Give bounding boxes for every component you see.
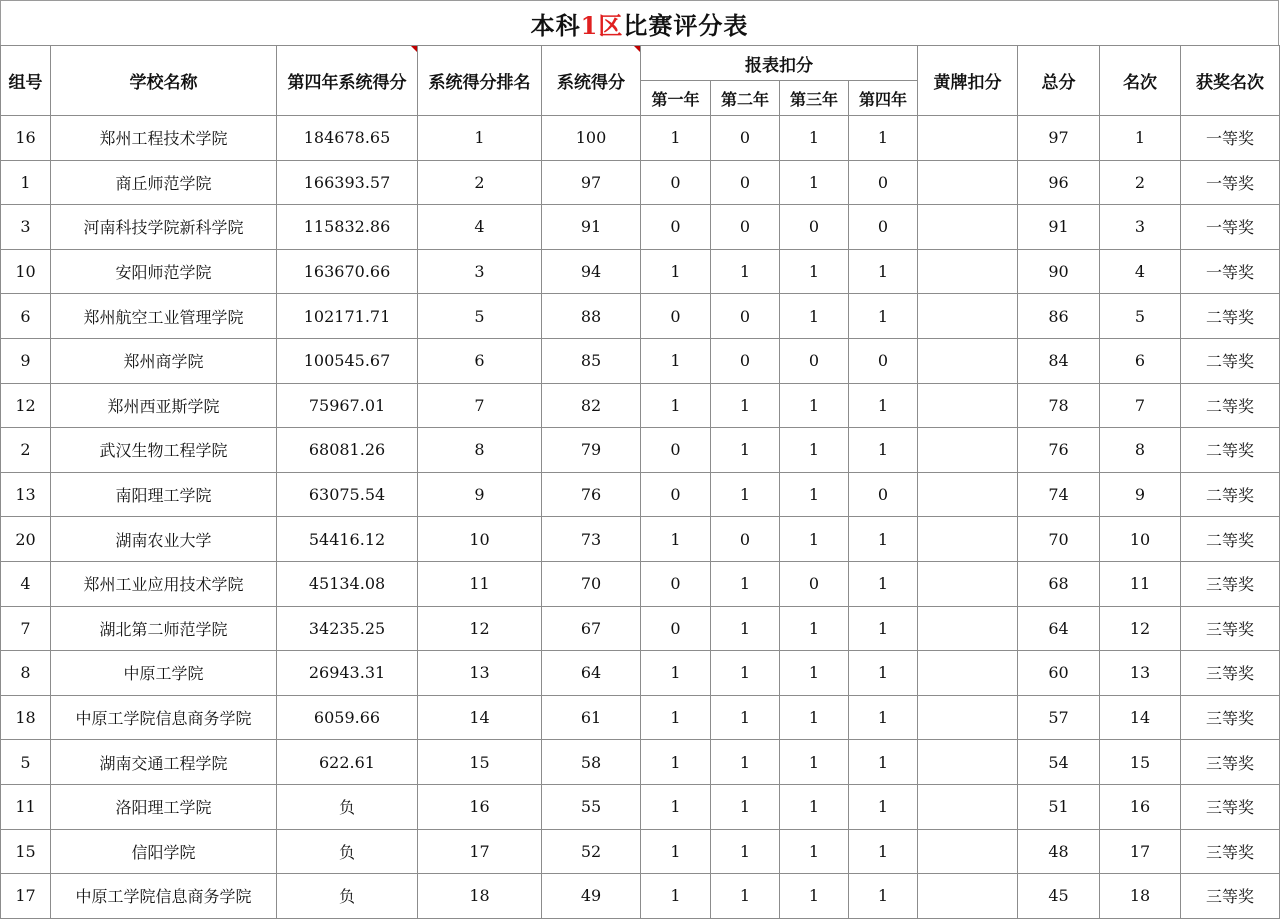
cell-deduction-year2[interactable]: 0 (711, 338, 780, 383)
cell-school[interactable]: 信阳学院 (51, 829, 277, 874)
cell-place[interactable]: 2 (1100, 160, 1181, 205)
cell-group[interactable]: 15 (1, 829, 51, 874)
cell-school[interactable]: 郑州工程技术学院 (51, 116, 277, 161)
cell-deduction-year2[interactable]: 0 (711, 517, 780, 562)
cell-school[interactable]: 河南科技学院新科学院 (51, 205, 277, 250)
cell-group[interactable]: 7 (1, 606, 51, 651)
cell-deduction-year3[interactable]: 1 (780, 651, 849, 696)
cell-deduction-year2[interactable]: 1 (711, 383, 780, 428)
cell-deduction-year1[interactable]: 1 (641, 874, 711, 919)
cell-deduction-year1[interactable]: 0 (641, 561, 711, 606)
cell-yellow-card[interactable] (918, 561, 1018, 606)
cell-school[interactable]: 洛阳理工学院 (51, 784, 277, 829)
cell-total[interactable]: 91 (1018, 205, 1100, 250)
score-table (0, 45, 1280, 919)
table-row (1, 606, 1280, 651)
cell-total[interactable]: 78 (1018, 383, 1100, 428)
cell-total[interactable]: 45 (1018, 874, 1100, 919)
cell-year4-score[interactable]: 100545.67 (277, 338, 418, 383)
cell-deduction-year4[interactable]: 1 (849, 651, 918, 696)
cell-group[interactable]: 11 (1, 784, 51, 829)
header-report-deduction: 报表扣分 (641, 46, 918, 81)
cell-deduction-year1[interactable]: 0 (641, 205, 711, 250)
cell-group[interactable]: 6 (1, 294, 51, 339)
cell-total[interactable]: 64 (1018, 606, 1100, 651)
cell-yellow-card[interactable] (918, 829, 1018, 874)
cell-school[interactable]: 安阳师范学院 (51, 249, 277, 294)
cell-year4-score[interactable]: 75967.01 (277, 383, 418, 428)
cell-yellow-card[interactable] (918, 249, 1018, 294)
cell-award[interactable]: 三等奖 (1181, 784, 1280, 829)
cell-deduction-year1[interactable]: 1 (641, 695, 711, 740)
cell-deduction-year2[interactable]: 1 (711, 784, 780, 829)
header-place: 名次 (1100, 46, 1181, 116)
cell-deduction-year3[interactable]: 1 (780, 294, 849, 339)
header-school: 学校名称 (51, 46, 277, 116)
cell-rank[interactable]: 16 (418, 784, 542, 829)
cell-total[interactable]: 68 (1018, 561, 1100, 606)
cell-deduction-year3[interactable]: 1 (780, 383, 849, 428)
cell-rank[interactable]: 8 (418, 428, 542, 473)
cell-total[interactable]: 70 (1018, 517, 1100, 562)
cell-group[interactable]: 10 (1, 249, 51, 294)
header-year1: 第一年 (641, 81, 711, 116)
cell-deduction-year4[interactable]: 1 (849, 695, 918, 740)
cell-rank[interactable]: 5 (418, 294, 542, 339)
cell-rank[interactable]: 15 (418, 740, 542, 785)
table-row (1, 383, 1280, 428)
cell-rank[interactable]: 12 (418, 606, 542, 651)
cell-deduction-year4[interactable]: 0 (849, 472, 918, 517)
cell-rank[interactable]: 11 (418, 561, 542, 606)
cell-deduction-year4[interactable]: 1 (849, 428, 918, 473)
cell-group[interactable]: 5 (1, 740, 51, 785)
cell-deduction-year1[interactable]: 0 (641, 606, 711, 651)
cell-school[interactable]: 郑州西亚斯学院 (51, 383, 277, 428)
cell-deduction-year1[interactable]: 0 (641, 428, 711, 473)
cell-award[interactable]: 三等奖 (1181, 874, 1280, 919)
cell-year4-score[interactable]: 45134.08 (277, 561, 418, 606)
cell-award[interactable]: 二等奖 (1181, 294, 1280, 339)
cell-deduction-year3[interactable]: 0 (780, 338, 849, 383)
cell-rank[interactable]: 18 (418, 874, 542, 919)
cell-yellow-card[interactable] (918, 695, 1018, 740)
cell-yellow-card[interactable] (918, 205, 1018, 250)
cell-yellow-card[interactable] (918, 874, 1018, 919)
cell-total[interactable]: 96 (1018, 160, 1100, 205)
cell-rank[interactable]: 4 (418, 205, 542, 250)
cell-deduction-year2[interactable]: 1 (711, 874, 780, 919)
cell-deduction-year3[interactable]: 1 (780, 116, 849, 161)
cell-place[interactable]: 14 (1100, 695, 1181, 740)
cell-system-score[interactable]: 49 (542, 874, 641, 919)
cell-award[interactable]: 二等奖 (1181, 428, 1280, 473)
cell-total[interactable]: 54 (1018, 740, 1100, 785)
cell-yellow-card[interactable] (918, 294, 1018, 339)
cell-total[interactable]: 74 (1018, 472, 1100, 517)
cell-group[interactable]: 1 (1, 160, 51, 205)
cell-place[interactable]: 3 (1100, 205, 1181, 250)
cell-system-score[interactable]: 100 (542, 116, 641, 161)
header-year4-score: 第四年系统得分 (277, 46, 418, 116)
cell-rank[interactable]: 14 (418, 695, 542, 740)
cell-year4-score[interactable]: 26943.31 (277, 651, 418, 696)
cell-deduction-year3[interactable]: 1 (780, 606, 849, 651)
cell-deduction-year2[interactable]: 1 (711, 695, 780, 740)
cell-rank[interactable]: 1 (418, 116, 542, 161)
cell-system-score[interactable]: 64 (542, 651, 641, 696)
cell-system-score[interactable]: 97 (542, 160, 641, 205)
cell-school[interactable]: 商丘师范学院 (51, 160, 277, 205)
cell-school[interactable]: 湖北第二师范学院 (51, 606, 277, 651)
cell-yellow-card[interactable] (918, 740, 1018, 785)
cell-year4-score[interactable]: 负 (277, 784, 418, 829)
cell-group[interactable]: 17 (1, 874, 51, 919)
header-year3: 第三年 (780, 81, 849, 116)
cell-year4-score[interactable]: 负 (277, 829, 418, 874)
cell-deduction-year3[interactable]: 0 (780, 205, 849, 250)
cell-place[interactable]: 11 (1100, 561, 1181, 606)
cell-system-score[interactable]: 79 (542, 428, 641, 473)
title-part1: 本科 (530, 10, 581, 40)
cell-award[interactable]: 三等奖 (1181, 740, 1280, 785)
cell-deduction-year2[interactable]: 1 (711, 829, 780, 874)
cell-total[interactable]: 60 (1018, 651, 1100, 696)
cell-yellow-card[interactable] (918, 784, 1018, 829)
table-row (1, 338, 1280, 383)
cell-deduction-year4[interactable]: 1 (849, 784, 918, 829)
cell-year4-score[interactable]: 54416.12 (277, 517, 418, 562)
cell-group[interactable]: 12 (1, 383, 51, 428)
cell-deduction-year2[interactable]: 0 (711, 160, 780, 205)
cell-total[interactable]: 57 (1018, 695, 1100, 740)
cell-award[interactable]: 一等奖 (1181, 249, 1280, 294)
cell-system-score[interactable]: 61 (542, 695, 641, 740)
cell-deduction-year3[interactable]: 1 (780, 517, 849, 562)
cell-year4-score[interactable]: 622.61 (277, 740, 418, 785)
cell-deduction-year2[interactable]: 0 (711, 294, 780, 339)
cell-deduction-year1[interactable]: 0 (641, 472, 711, 517)
cell-year4-score[interactable]: 102171.71 (277, 294, 418, 339)
cell-school[interactable]: 湖南农业大学 (51, 517, 277, 562)
sheet-title (0, 0, 1279, 45)
cell-school[interactable]: 武汉生物工程学院 (51, 428, 277, 473)
cell-system-score[interactable]: 88 (542, 294, 641, 339)
cell-rank[interactable]: 2 (418, 160, 542, 205)
cell-year4-score[interactable]: 68081.26 (277, 428, 418, 473)
cell-year4-score[interactable]: 63075.54 (277, 472, 418, 517)
cell-place[interactable]: 18 (1100, 874, 1181, 919)
cell-system-score[interactable]: 73 (542, 517, 641, 562)
cell-deduction-year4[interactable]: 1 (849, 383, 918, 428)
cell-rank[interactable]: 17 (418, 829, 542, 874)
cell-deduction-year3[interactable]: 0 (780, 561, 849, 606)
cell-school[interactable]: 南阳理工学院 (51, 472, 277, 517)
cell-deduction-year2[interactable]: 1 (711, 472, 780, 517)
cell-school[interactable]: 中原工学院信息商务学院 (51, 695, 277, 740)
cell-system-score[interactable]: 52 (542, 829, 641, 874)
cell-group[interactable]: 4 (1, 561, 51, 606)
cell-school[interactable]: 湖南交通工程学院 (51, 740, 277, 785)
cell-deduction-year1[interactable]: 1 (641, 784, 711, 829)
cell-place[interactable]: 6 (1100, 338, 1181, 383)
cell-rank[interactable]: 7 (418, 383, 542, 428)
cell-award[interactable]: 三等奖 (1181, 561, 1280, 606)
cell-yellow-card[interactable] (918, 606, 1018, 651)
cell-total[interactable]: 97 (1018, 116, 1100, 161)
cell-school[interactable]: 中原工学院信息商务学院 (51, 874, 277, 919)
cell-deduction-year2[interactable]: 0 (711, 205, 780, 250)
cell-deduction-year3[interactable]: 1 (780, 472, 849, 517)
header-award: 获奖名次 (1181, 46, 1280, 116)
cell-total[interactable]: 76 (1018, 428, 1100, 473)
table-row (1, 874, 1280, 919)
cell-year4-score[interactable]: 6059.66 (277, 695, 418, 740)
cell-school[interactable]: 郑州商学院 (51, 338, 277, 383)
cell-award[interactable]: 三等奖 (1181, 829, 1280, 874)
header-group: 组号 (1, 46, 51, 116)
cell-deduction-year4[interactable]: 1 (849, 874, 918, 919)
cell-deduction-year1[interactable]: 1 (641, 116, 711, 161)
header-system-score: 系统得分 (542, 46, 641, 116)
cell-deduction-year4[interactable]: 0 (849, 205, 918, 250)
table-row (1, 160, 1280, 205)
header-yellow-card: 黄牌扣分 (918, 46, 1018, 116)
cell-school[interactable]: 中原工学院 (51, 651, 277, 696)
cell-deduction-year2[interactable]: 0 (711, 116, 780, 161)
cell-award[interactable]: 二等奖 (1181, 338, 1280, 383)
table-row (1, 651, 1280, 696)
cell-deduction-year2[interactable]: 1 (711, 606, 780, 651)
table-row (1, 784, 1280, 829)
cell-deduction-year3[interactable]: 1 (780, 740, 849, 785)
cell-rank[interactable]: 13 (418, 651, 542, 696)
cell-deduction-year3[interactable]: 1 (780, 874, 849, 919)
table-row (1, 428, 1280, 473)
title-part2: 比赛评分表 (623, 10, 749, 40)
cell-place[interactable]: 7 (1100, 383, 1181, 428)
cell-deduction-year4[interactable]: 1 (849, 561, 918, 606)
cell-award[interactable]: 一等奖 (1181, 116, 1280, 161)
cell-deduction-year1[interactable]: 1 (641, 517, 711, 562)
table-row (1, 561, 1280, 606)
header-year2: 第二年 (711, 81, 780, 116)
cell-award[interactable]: 三等奖 (1181, 695, 1280, 740)
cell-total[interactable]: 86 (1018, 294, 1100, 339)
header-rank: 系统得分排名 (418, 46, 542, 116)
table-row (1, 205, 1280, 250)
cell-system-score[interactable]: 94 (542, 249, 641, 294)
cell-deduction-year4[interactable]: 1 (849, 116, 918, 161)
cell-yellow-card[interactable] (918, 517, 1018, 562)
cell-award[interactable]: 一等奖 (1181, 205, 1280, 250)
cell-yellow-card[interactable] (918, 116, 1018, 161)
table-row (1, 249, 1280, 294)
cell-deduction-year1[interactable]: 1 (641, 651, 711, 696)
cell-place[interactable]: 5 (1100, 294, 1181, 339)
cell-deduction-year2[interactable]: 1 (711, 740, 780, 785)
cell-year4-score[interactable]: 负 (277, 874, 418, 919)
cell-rank[interactable]: 9 (418, 472, 542, 517)
cell-deduction-year1[interactable]: 1 (641, 249, 711, 294)
cell-system-score[interactable]: 58 (542, 740, 641, 785)
cell-deduction-year3[interactable]: 1 (780, 695, 849, 740)
cell-total[interactable]: 51 (1018, 784, 1100, 829)
cell-deduction-year2[interactable]: 1 (711, 249, 780, 294)
cell-award[interactable]: 一等奖 (1181, 160, 1280, 205)
cell-award[interactable]: 二等奖 (1181, 517, 1280, 562)
cell-yellow-card[interactable] (918, 472, 1018, 517)
cell-place[interactable]: 1 (1100, 116, 1181, 161)
cell-rank[interactable]: 6 (418, 338, 542, 383)
cell-place[interactable]: 8 (1100, 428, 1181, 473)
cell-deduction-year3[interactable]: 1 (780, 829, 849, 874)
table-row (1, 740, 1280, 785)
cell-deduction-year4[interactable]: 0 (849, 338, 918, 383)
cell-system-score[interactable]: 55 (542, 784, 641, 829)
cell-school[interactable]: 郑州工业应用技术学院 (51, 561, 277, 606)
table-row (1, 472, 1280, 517)
cell-rank[interactable]: 10 (418, 517, 542, 562)
cell-deduction-year3[interactable]: 1 (780, 784, 849, 829)
cell-deduction-year3[interactable]: 1 (780, 428, 849, 473)
cell-deduction-year4[interactable]: 1 (849, 829, 918, 874)
cell-deduction-year4[interactable]: 0 (849, 160, 918, 205)
title-highlight: 1区 (580, 10, 624, 40)
cell-deduction-year1[interactable]: 1 (641, 383, 711, 428)
cell-year4-score[interactable]: 115832.86 (277, 205, 418, 250)
cell-system-score[interactable]: 70 (542, 561, 641, 606)
cell-award[interactable]: 三等奖 (1181, 606, 1280, 651)
cell-year4-score[interactable]: 34235.25 (277, 606, 418, 651)
cell-school[interactable]: 郑州航空工业管理学院 (51, 294, 277, 339)
cell-group[interactable]: 20 (1, 517, 51, 562)
cell-deduction-year1[interactable]: 1 (641, 338, 711, 383)
table-row (1, 294, 1280, 339)
table-row (1, 695, 1280, 740)
table-row (1, 517, 1280, 562)
cell-deduction-year4[interactable]: 1 (849, 294, 918, 339)
cell-award[interactable]: 二等奖 (1181, 472, 1280, 517)
cell-award[interactable]: 二等奖 (1181, 383, 1280, 428)
cell-place[interactable]: 12 (1100, 606, 1181, 651)
cell-yellow-card[interactable] (918, 338, 1018, 383)
cell-place[interactable]: 16 (1100, 784, 1181, 829)
cell-place[interactable]: 13 (1100, 651, 1181, 696)
cell-deduction-year4[interactable]: 1 (849, 517, 918, 562)
cell-place[interactable]: 4 (1100, 249, 1181, 294)
cell-system-score[interactable]: 82 (542, 383, 641, 428)
cell-deduction-year1[interactable]: 0 (641, 294, 711, 339)
cell-year4-score[interactable]: 166393.57 (277, 160, 418, 205)
cell-system-score[interactable]: 85 (542, 338, 641, 383)
cell-place[interactable]: 15 (1100, 740, 1181, 785)
cell-group[interactable]: 16 (1, 116, 51, 161)
cell-deduction-year3[interactable]: 1 (780, 160, 849, 205)
cell-deduction-year4[interactable]: 1 (849, 249, 918, 294)
cell-yellow-card[interactable] (918, 160, 1018, 205)
cell-system-score[interactable]: 67 (542, 606, 641, 651)
cell-total[interactable]: 84 (1018, 338, 1100, 383)
cell-deduction-year1[interactable]: 1 (641, 740, 711, 785)
cell-deduction-year2[interactable]: 1 (711, 561, 780, 606)
cell-place[interactable]: 17 (1100, 829, 1181, 874)
cell-rank[interactable]: 3 (418, 249, 542, 294)
table-row (1, 829, 1280, 874)
cell-place[interactable]: 10 (1100, 517, 1181, 562)
table-row (1, 116, 1280, 161)
cell-year4-score[interactable]: 184678.65 (277, 116, 418, 161)
cell-yellow-card[interactable] (918, 383, 1018, 428)
cell-deduction-year1[interactable]: 1 (641, 829, 711, 874)
cell-total[interactable]: 90 (1018, 249, 1100, 294)
cell-system-score[interactable]: 91 (542, 205, 641, 250)
cell-total[interactable]: 48 (1018, 829, 1100, 874)
cell-place[interactable]: 9 (1100, 472, 1181, 517)
cell-award[interactable]: 三等奖 (1181, 651, 1280, 696)
cell-deduction-year3[interactable]: 1 (780, 249, 849, 294)
cell-deduction-year4[interactable]: 1 (849, 740, 918, 785)
cell-system-score[interactable]: 76 (542, 472, 641, 517)
header-year4: 第四年 (849, 81, 918, 116)
cell-deduction-year4[interactable]: 1 (849, 606, 918, 651)
table-body (1, 116, 1280, 919)
cell-group[interactable]: 13 (1, 472, 51, 517)
cell-group[interactable]: 18 (1, 695, 51, 740)
cell-group[interactable]: 2 (1, 428, 51, 473)
cell-group[interactable]: 8 (1, 651, 51, 696)
cell-deduction-year1[interactable]: 0 (641, 160, 711, 205)
cell-year4-score[interactable]: 163670.66 (277, 249, 418, 294)
cell-deduction-year2[interactable]: 1 (711, 651, 780, 696)
cell-deduction-year2[interactable]: 1 (711, 428, 780, 473)
cell-yellow-card[interactable] (918, 651, 1018, 696)
cell-yellow-card[interactable] (918, 428, 1018, 473)
cell-group[interactable]: 9 (1, 338, 51, 383)
header-total: 总分 (1018, 46, 1100, 116)
cell-group[interactable]: 3 (1, 205, 51, 250)
